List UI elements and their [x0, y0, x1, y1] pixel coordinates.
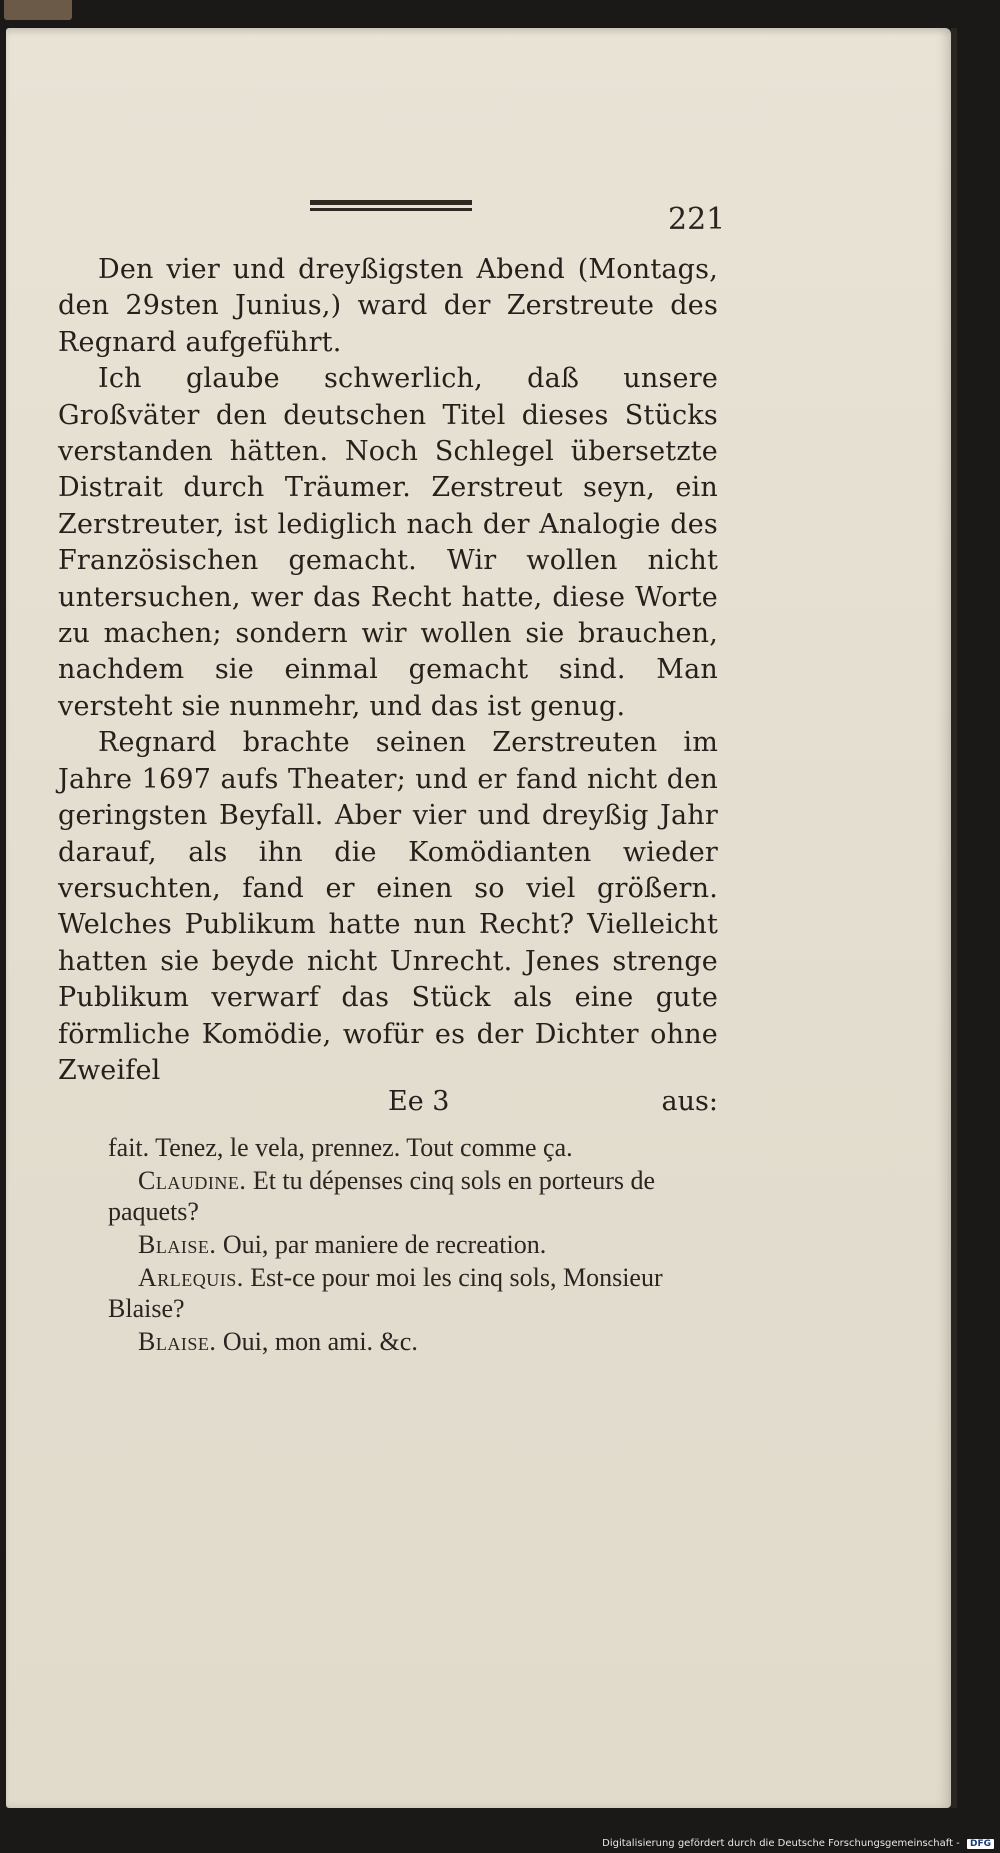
speaker-name: Blaise. [138, 1327, 217, 1356]
footnote-line [108, 1229, 708, 1260]
footnote-text: Et tu dépenses cinq sols en porteurs de paquets? [108, 1166, 656, 1226]
footnote-line [108, 1165, 708, 1227]
footnote-text: Est-ce pour moi les cinq sols, Monsieur Blaise? [108, 1263, 663, 1323]
page-number: 221 [668, 202, 726, 237]
binding-tab [4, 0, 72, 20]
header-rule [310, 200, 472, 212]
dfg-logo: DFG [967, 1839, 994, 1849]
speaker-name: Claudine. [138, 1166, 247, 1195]
footnote-text: fait. Tenez, le vela, prennez. Tout comme ça. [108, 1133, 573, 1162]
footnote-line [108, 1262, 708, 1324]
paragraph-3: Regnard brachte seinen Zerstreuten im Jahre 1697 aufs Theater; und er fand nicht den geringsten Beyfall. Aber vier und dreyßig Jahr darauf, als ihn die Komödianten wieder versuchten, fand er einen so viel größern. Welches Publikum hatte nun Recht? Vielleicht hatten sie beyde nicht Unrecht. Jenes strenge Publikum verwarf das Stück als eine gute förmliche Komödie, wofür es der Dichter ohne Zweifel [58, 727, 718, 1086]
speaker-name: Blaise. [138, 1230, 217, 1259]
footnote-line [108, 1326, 708, 1357]
footnote-block [108, 1132, 708, 1359]
paragraph-1: Den vier und dreyßigsten Abend (Montags, den 29sten Junius,) ward der Zerstreute des Regnard aufgeführt. [58, 254, 718, 358]
paragraph-2: Ich glaube schwerlich, daß unsere Großväter den deutschen Titel dieses Stücks verstanden hätten. Noch Schlegel übersetzte Distrait durch Träumer. Zerstreut seyn, ein Zerstreuter, ist lediglich nach der Analogie des Französischen gemacht. Wir wollen nicht untersuchen, wer das Recht hatte, diese Worte zu machen; sondern wir wollen sie brauchen, nachdem sie einmal gemacht sind. Man versteht sie nunmehr, und das ist genug. [58, 363, 718, 722]
main-text-body [58, 252, 718, 1089]
footnote-line [108, 1132, 708, 1163]
signature-row [58, 1086, 718, 1122]
speaker-name: Arlequis. [138, 1263, 244, 1292]
digitization-credit [602, 1838, 994, 1849]
signature-mark: Ee 3 [388, 1086, 450, 1117]
header-rule-thin [310, 208, 472, 211]
credit-text: Digitalisierung gefördert durch die Deutsche Forschungsgemeinschaft - [602, 1838, 960, 1849]
footnote-text: Oui, par maniere de recreation. [222, 1230, 547, 1259]
page-edge [951, 28, 957, 1808]
footnote-text: Oui, mon ami. &c. [222, 1327, 418, 1356]
catchword: aus: [661, 1086, 718, 1117]
header-rule-thick [310, 200, 472, 205]
